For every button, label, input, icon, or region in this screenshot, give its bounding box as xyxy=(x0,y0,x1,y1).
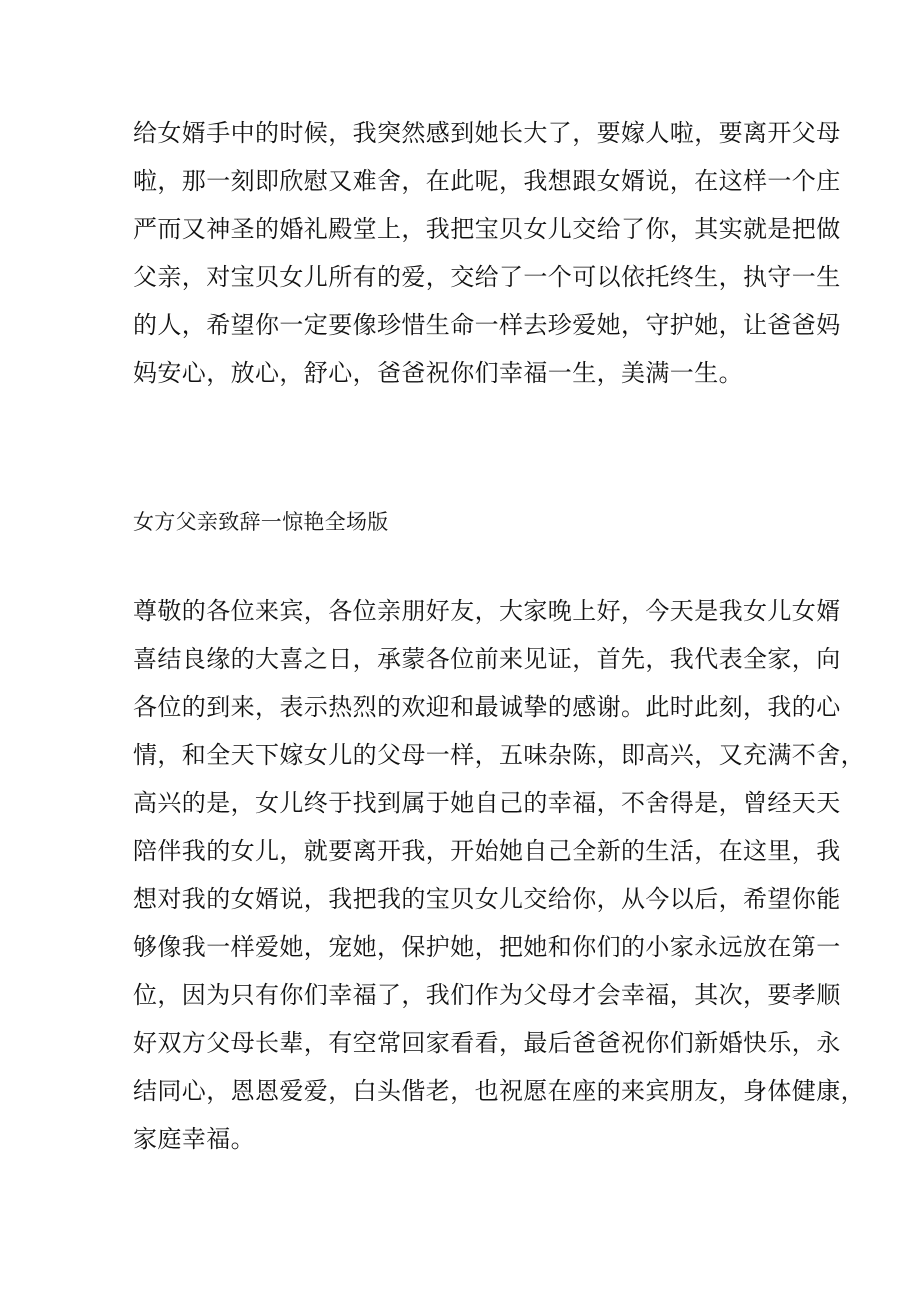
paragraph-line: 情，和全天下嫁女儿的父母一样，五味杂陈，即高兴，又充满不舍， xyxy=(133,741,865,769)
paragraph-line: 高兴的是，女儿终于找到属于她自己的幸福，不舍得是，曾经天天 xyxy=(133,789,841,817)
paragraph-line: 结同心，恩恩爱爱，白头偕老，也祝愿在座的来宾朋友，身体健康， xyxy=(133,1077,865,1105)
paragraph-line: 够像我一样爱她，宠她，保护她，把她和你们的小家永远放在第一 xyxy=(133,933,841,961)
paragraph-line: 各位的到来，表示热烈的欢迎和最诚挚的感谢。此时此刻，我的心 xyxy=(133,693,841,721)
paragraph-line: 陪伴我的女儿，就要离开我，开始她自己全新的生活，在这里，我 xyxy=(133,837,841,865)
paragraph-line: 家庭幸福。 xyxy=(133,1125,255,1153)
paragraph-line: 妈安心，放心，舒心，爸爸祝你们幸福一生，美满一生。 xyxy=(133,359,743,387)
paragraph-line: 位，因为只有你们幸福了，我们作为父母才会幸福，其次，要孝顺 xyxy=(133,981,841,1009)
paragraph-line: 好双方父母长辈，有空常回家看看，最后爸爸祝你们新婚快乐，永 xyxy=(133,1029,841,1057)
paragraph-line: 严而又神圣的婚礼殿堂上，我把宝贝女儿交给了你，其实就是把做 xyxy=(133,215,841,243)
paragraph-line: 啦，那一刻即欣慰又难舍，在此呢，我想跟女婿说，在这样一个庄 xyxy=(133,167,841,195)
paragraph-line: 父亲，对宝贝女儿所有的爱，交给了一个可以依托终生，执守一生 xyxy=(133,263,841,291)
paragraph-line: 想对我的女婿说，我把我的宝贝女儿交给你，从今以后，希望你能 xyxy=(133,885,841,913)
section-heading: 女方父亲致辞一惊艳全场版 xyxy=(133,510,389,534)
paragraph-line: 给女婿手中的时候，我突然感到她长大了，要嫁人啦，要离开父母 xyxy=(133,119,841,147)
paragraph-line: 喜结良缘的大喜之日，承蒙各位前来见证，首先，我代表全家，向 xyxy=(133,645,841,673)
paragraph-line: 的人，希望你一定要像珍惜生命一样去珍爱她，守护她，让爸爸妈 xyxy=(133,311,841,339)
paragraph-line: 尊敬的各位来宾，各位亲朋好友，大家晚上好，今天是我女儿女婿 xyxy=(133,597,841,625)
